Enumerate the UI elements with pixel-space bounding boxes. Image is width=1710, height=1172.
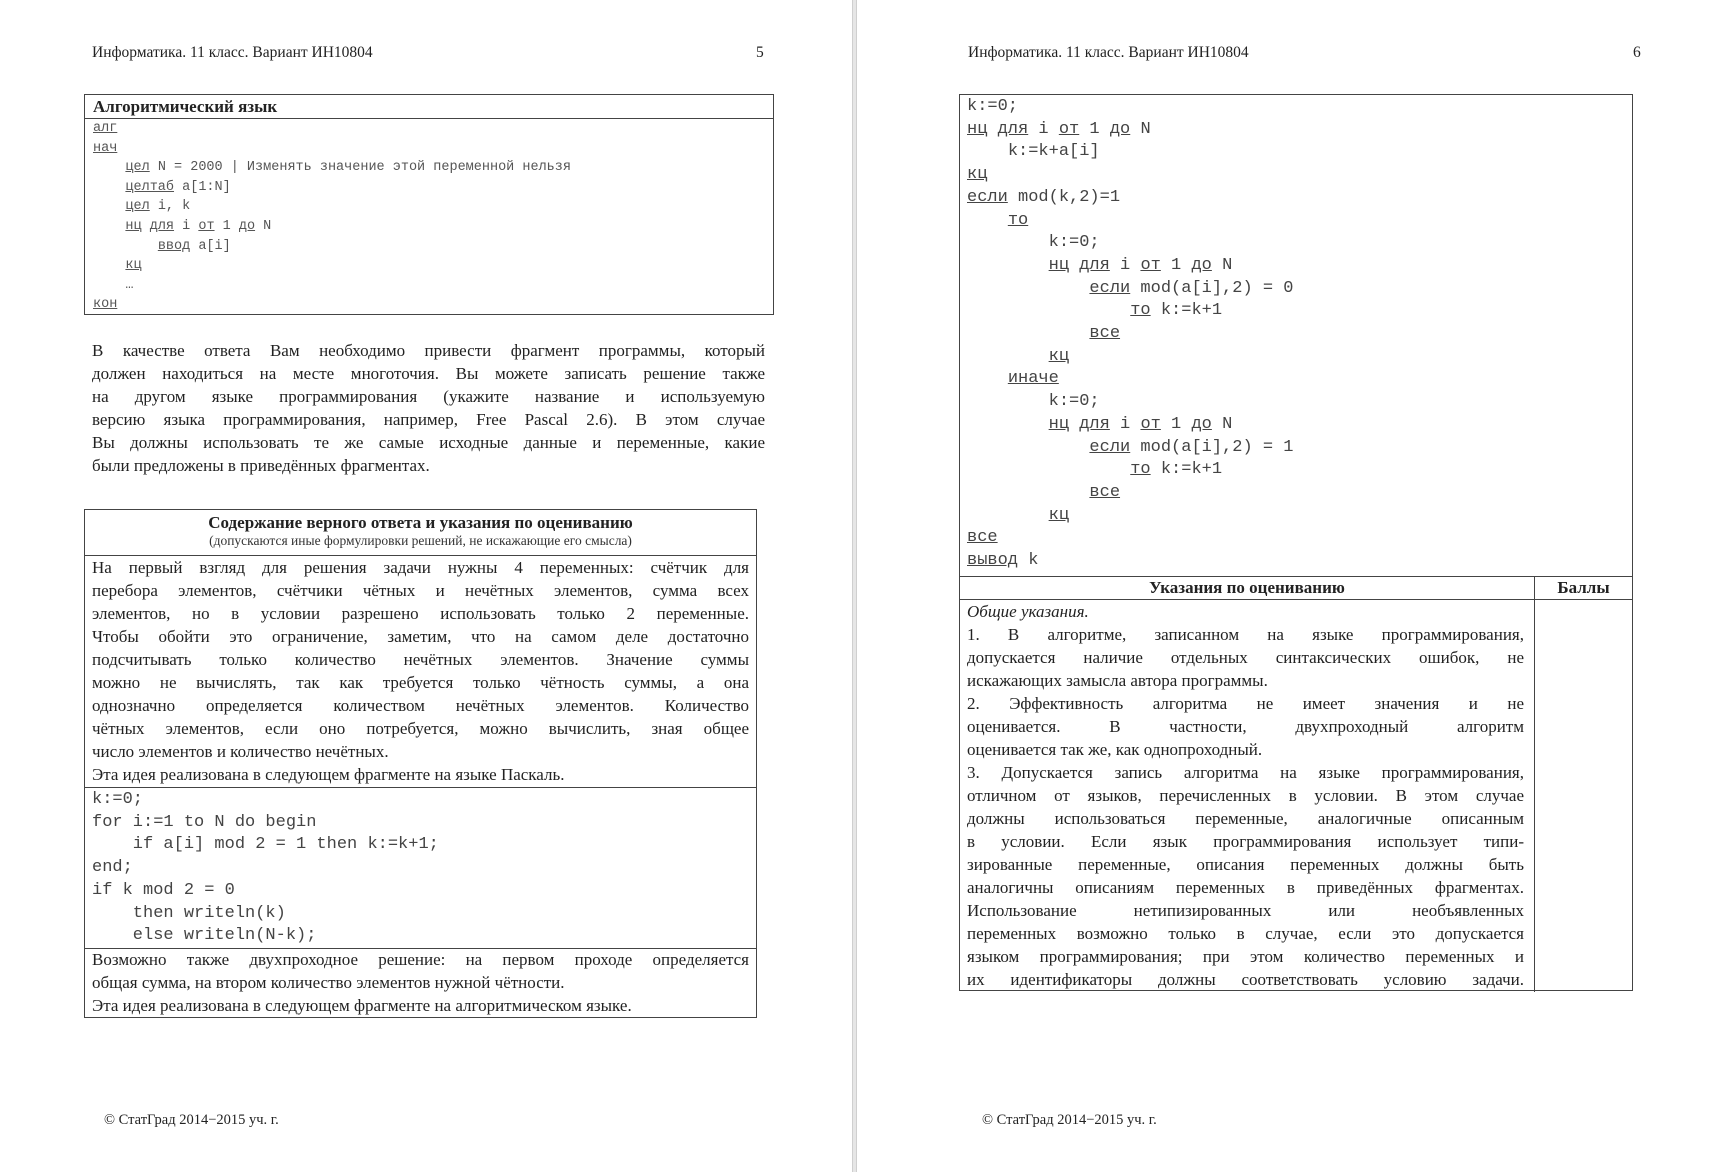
code-token: N: [255, 218, 272, 234]
code-line: [967, 187, 1293, 210]
page-header: Информатика. 11 класс. Вариант ИН10804: [92, 44, 373, 61]
code-line: [967, 482, 1293, 505]
code-token: нц: [1048, 414, 1070, 434]
code-line: [967, 459, 1293, 482]
text-line: Использование нетипизированных или необъявленных: [967, 901, 1524, 920]
code-keyword: ввод: [157, 238, 191, 254]
code-token: если: [1089, 278, 1131, 298]
text-line: аналогичны описаниям переменных в приведённых фрагментах.: [967, 878, 1524, 897]
code-line: [967, 368, 1293, 391]
answer-table: [84, 509, 757, 1018]
answer-table-title: Содержание верного ответа и указания по оцениванию: [208, 513, 633, 532]
text-line: чётных элементов, если оно потребуется, можно вычислить, зная общее: [92, 719, 749, 738]
code-text: a[i]: [190, 238, 231, 254]
text-line: 2. Эффективность алгоритма не имеет значения и не: [967, 694, 1524, 713]
text-line: В качестве ответа Вам необходимо привести фрагмент программы, который: [92, 341, 765, 360]
code-token: то: [1007, 210, 1029, 230]
algorithmic-solution-code: [967, 96, 1293, 573]
code-token: k:=0;: [1048, 233, 1100, 253]
text-line: оценивается так же, как однопроходный.: [967, 740, 1263, 759]
code-token: все: [967, 528, 998, 548]
text-line: Вы должны использовать те же самые исходные данные и переменные, какие: [92, 433, 765, 452]
code-line: [967, 391, 1293, 414]
code-line: then writeln(k): [92, 903, 286, 923]
code-token: то: [1130, 301, 1151, 321]
code-token: до: [1191, 414, 1212, 434]
code-token: иначе: [1007, 369, 1059, 389]
code-token: 1: [1160, 255, 1192, 275]
general-instructions-title: Общие указания.: [967, 602, 1089, 621]
code-line: [967, 505, 1293, 528]
answer-table-header: [85, 513, 756, 549]
code-keyword: кон: [93, 297, 118, 313]
code-token: mod(k,2)=1: [1007, 187, 1121, 207]
page-footer: © СтатГрад 2014−2015 уч. г.: [104, 1112, 279, 1128]
text-line: искажающих замысла автора программы.: [967, 671, 1268, 690]
code-line: [967, 437, 1293, 460]
code-token: кц: [1048, 505, 1070, 525]
text-line: отличном от языков, перечисленных в условии. В этом случае: [967, 786, 1524, 805]
text-line: Возможно также двухпроходное решение: на первом проходе определяется: [92, 950, 749, 969]
code-token: от: [198, 218, 215, 234]
two-pass-explanation: [92, 948, 749, 1017]
code-line: for i:=1 to N do begin: [92, 812, 317, 832]
code-line: [967, 278, 1293, 301]
code-token: для: [1079, 255, 1110, 275]
text-line: были предложены в приведённых фрагментах.: [92, 456, 430, 475]
code-line: [967, 527, 1293, 550]
code-token: N: [1211, 414, 1233, 434]
code-token: для: [997, 119, 1029, 139]
code-line: [967, 255, 1293, 278]
code-text: a[1:N]: [174, 179, 231, 195]
code-token: кц: [1048, 346, 1070, 366]
text-line: языком программирования; при этом количество переменных и: [967, 947, 1524, 966]
code-token: все: [1089, 324, 1121, 344]
code-token: от: [1140, 414, 1161, 434]
code-line: [93, 197, 571, 217]
code-line: else writeln(N-k);: [92, 926, 317, 946]
text-line: оценивается. В частности, двухпроходный алгоритм: [967, 717, 1524, 736]
code-line: [967, 96, 1293, 119]
text-line: зированные переменные, описания переменных должны быть: [967, 855, 1524, 874]
text-line: версию языка программирования, например, Free Pascal 2.6). В этом случае: [92, 410, 765, 429]
text-line: число элементов и количество нечётных.: [92, 742, 389, 761]
code-token: от: [1058, 119, 1080, 139]
text-line: подсчитывать только количество нечётных элементов. Значение суммы: [92, 650, 749, 669]
code-token: все: [1089, 482, 1121, 502]
code-token: нц: [967, 119, 988, 139]
code-line: [93, 119, 571, 139]
left-page: [0, 0, 852, 1172]
code-line: [93, 158, 571, 178]
text-line: перебора элементов, счётчики чётных и нечётных элементов, сумма всех: [92, 581, 749, 600]
algorithmic-language-box: [84, 94, 774, 315]
page-number: 6: [1633, 44, 1641, 61]
page-footer: © СтатГрад 2014−2015 уч. г.: [982, 1112, 1157, 1128]
grading-instructions: [967, 623, 1524, 991]
code-keyword: целтаб: [125, 179, 175, 195]
code-text: i, k: [149, 199, 191, 215]
code-line: [967, 550, 1293, 573]
text-line: можно не вычислять, так как требуется только чётность суммы, а она: [92, 673, 749, 692]
code-line: [93, 178, 571, 198]
text-line: переменных возможно только в случае, если это допускается: [967, 924, 1524, 943]
code-line: [967, 323, 1293, 346]
code-line: [93, 237, 571, 257]
code-line: [93, 139, 571, 159]
page-header: Информатика. 11 класс. Вариант ИН10804: [968, 44, 1249, 61]
code-token: k:=0;: [967, 97, 1019, 116]
page-number: 5: [756, 44, 764, 61]
code-line: [967, 232, 1293, 255]
text-line: должны использоваться переменные, аналогичные описанным: [967, 809, 1524, 828]
code-token: i: [1109, 414, 1141, 434]
code-token: k: [1018, 551, 1039, 571]
text-line: в условии. Если язык программирования использует типи-: [967, 832, 1524, 851]
code-token: если: [1089, 437, 1131, 457]
answer-table-subtitle: (допускаются иные формулировки решений, не искажающие его смысла): [209, 533, 632, 548]
pascal-code: [92, 789, 439, 948]
text-line: общая сумма, на втором количество элементов нужной чётности.: [92, 973, 565, 992]
code-token: кц: [967, 165, 988, 185]
code-token: [1069, 415, 1079, 434]
code-token: 1: [1160, 414, 1192, 434]
text-line: Эта идея реализована в следующем фрагменте на алгоритмическом языке.: [92, 996, 632, 1015]
code-line: [93, 256, 571, 276]
code-line: [967, 346, 1293, 369]
code-token: N: [1211, 255, 1233, 275]
code-token: то: [1130, 460, 1151, 480]
code-token: до: [1191, 255, 1212, 275]
code-token: k:=k+a[i]: [1007, 142, 1100, 162]
code-token: k:=k+1: [1150, 460, 1223, 480]
code-keyword: нач: [93, 140, 118, 156]
code-text: N = 2000 | Изменять значение этой переменной нельзя: [149, 160, 571, 176]
algorithmic-code: [93, 119, 571, 315]
solution-table: [959, 94, 1633, 991]
code-token: i: [174, 218, 199, 234]
code-token: i: [1028, 119, 1059, 139]
code-text: …: [125, 277, 134, 293]
text-line: 3. Допускается запись алгоритма на языке программирования,: [967, 763, 1524, 782]
code-token: mod(a[i],2) = 1: [1130, 437, 1294, 457]
solution-explanation: [92, 556, 749, 786]
code-line: k:=0;: [92, 790, 144, 809]
code-token: mod(a[i],2) = 0: [1130, 278, 1294, 298]
code-line: if k mod 2 = 0: [92, 880, 235, 900]
code-token: N: [1130, 119, 1151, 139]
text-line: 1. В алгоритме, записанном на языке программирования,: [967, 625, 1524, 644]
code-token: 1: [1079, 119, 1110, 139]
grading-header: Указания по оцениванию: [1149, 578, 1345, 597]
code-line: [967, 119, 1293, 142]
code-token: до: [1109, 119, 1131, 139]
code-token: [987, 120, 997, 139]
code-token: если: [967, 187, 1008, 207]
code-token: 1: [214, 218, 239, 234]
text-line: должен находиться на месте многоточия. Вы можете записать решение также: [92, 364, 765, 383]
code-line: [967, 414, 1293, 437]
text-line: однозначно определяется количеством нечётных элементов. Количество: [92, 696, 749, 715]
algorithmic-language-title: Алгоритмический язык: [85, 95, 773, 119]
code-line: if a[i] mod 2 = 1 then k:=k+1;: [92, 835, 439, 855]
right-page: [857, 0, 1710, 1172]
code-token: [142, 219, 150, 234]
code-token: нц: [125, 218, 142, 234]
text-line: элементов, но в условии разрешено использовать только 2 переменные.: [92, 604, 749, 623]
text-line: на другом языке программирования (укажите название и используемую: [92, 387, 765, 406]
text-line: Чтобы обойти это ограничение, заметим, что на самом деле достаточно: [92, 627, 749, 646]
code-line: [967, 210, 1293, 233]
code-line: [93, 295, 571, 315]
code-line: [967, 164, 1293, 187]
code-token: [1069, 256, 1079, 275]
text-line: На первый взгляд для решения задачи нужны 4 переменных: счётчик для: [92, 558, 749, 577]
code-line: [967, 141, 1293, 164]
code-token: нц: [1048, 255, 1070, 275]
code-token: k:=k+1: [1150, 301, 1223, 321]
instruction-paragraph: [92, 339, 765, 477]
code-line: end;: [92, 858, 133, 878]
code-keyword: алг: [93, 121, 118, 136]
code-keyword: цел: [125, 160, 150, 176]
text-line: их идентификаторы должны соответствовать условию задачи.: [967, 970, 1524, 989]
code-line: [93, 217, 571, 237]
code-token: вывод: [967, 551, 1019, 571]
code-token: i: [1109, 255, 1141, 275]
code-token: k:=0;: [1048, 392, 1100, 412]
code-line: [967, 300, 1293, 323]
code-token: от: [1140, 255, 1161, 275]
code-keyword: кц: [125, 258, 142, 274]
text-line: Эта идея реализована в следующем фрагменте на языке Паскаль.: [92, 765, 565, 784]
code-token: для: [1079, 414, 1110, 434]
text-line: допускается наличие отдельных синтаксических ошибок, не: [967, 648, 1524, 667]
code-token: до: [238, 218, 256, 234]
code-line: [93, 276, 571, 296]
points-header: Баллы: [1557, 578, 1610, 597]
code-keyword: цел: [125, 199, 150, 215]
code-token: для: [149, 218, 175, 234]
